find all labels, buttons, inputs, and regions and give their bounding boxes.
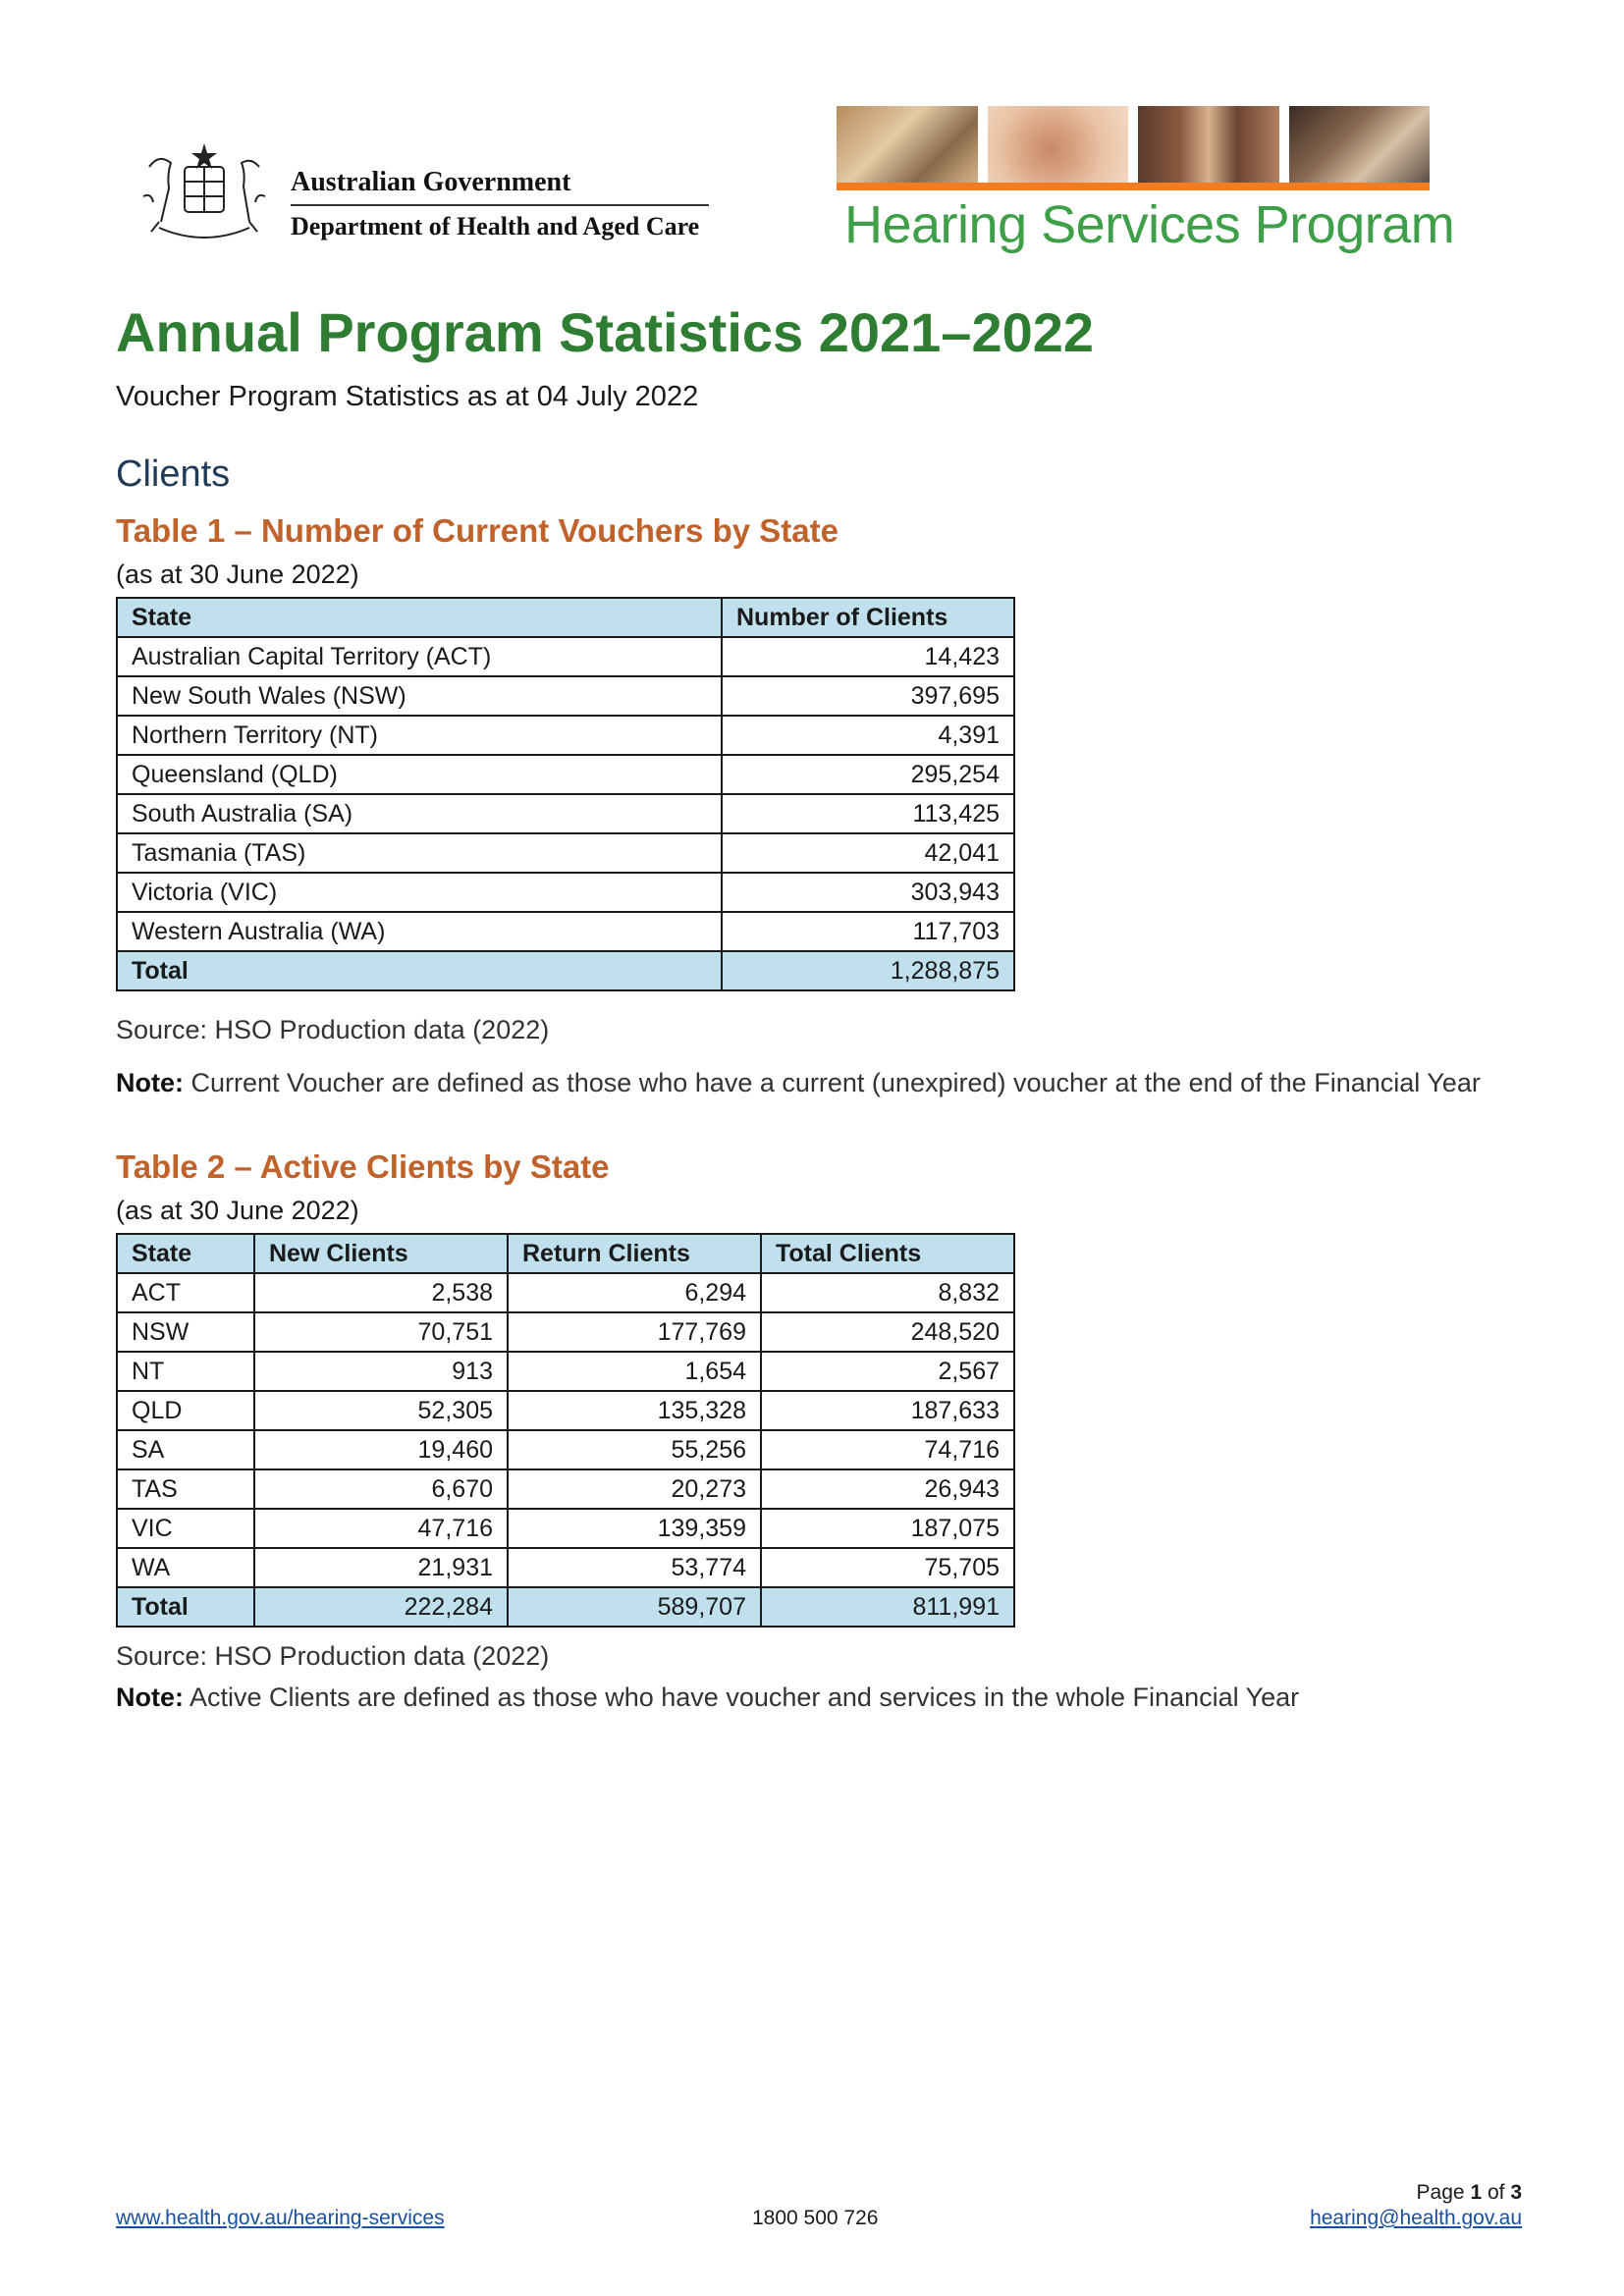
table-header-row bbox=[117, 598, 1014, 637]
banner-accent-bar bbox=[837, 183, 1430, 190]
clients-cell: 4,391 bbox=[722, 716, 1014, 755]
state-cell: Victoria (VIC) bbox=[117, 873, 722, 912]
state-cell: WA bbox=[117, 1548, 254, 1587]
state-cell: QLD bbox=[117, 1391, 254, 1430]
footer-phone: 1800 500 726 bbox=[752, 2207, 879, 2229]
note-label: Note: bbox=[116, 1068, 184, 1097]
table-row bbox=[117, 1509, 1014, 1548]
new-clients-cell: 21,931 bbox=[254, 1548, 508, 1587]
column-header-number-of-clients: Number of Clients bbox=[722, 598, 1014, 637]
banner-photo-strip bbox=[837, 106, 1430, 185]
table-row bbox=[117, 637, 1014, 676]
banner-photo-reading bbox=[1289, 106, 1431, 185]
table-row bbox=[117, 676, 1014, 716]
page-number bbox=[1417, 2181, 1522, 2205]
table1-as-at: (as at 30 June 2022) bbox=[116, 560, 359, 589]
table-row bbox=[117, 755, 1014, 794]
total-clients-cell: 187,633 bbox=[761, 1391, 1014, 1430]
table-row bbox=[117, 833, 1014, 873]
column-header-state: State bbox=[117, 598, 722, 637]
note-label: Note: bbox=[116, 1682, 184, 1712]
table-row bbox=[117, 1273, 1014, 1312]
state-cell: Queensland (QLD) bbox=[117, 755, 722, 794]
new-clients-cell: 6,670 bbox=[254, 1469, 508, 1509]
state-cell: VIC bbox=[117, 1509, 254, 1548]
table-total-row bbox=[117, 1587, 1014, 1627]
total-total-clients-cell: 811,991 bbox=[761, 1587, 1014, 1627]
page-prefix: Page bbox=[1416, 2181, 1471, 2204]
return-clients-cell: 6,294 bbox=[508, 1273, 761, 1312]
state-cell: Northern Territory (NT) bbox=[117, 716, 722, 755]
table1-source: Source: HSO Production data (2022) bbox=[116, 1015, 550, 1044]
state-cell: NSW bbox=[117, 1312, 254, 1352]
new-clients-cell: 19,460 bbox=[254, 1430, 508, 1469]
banner-photo-ear bbox=[988, 106, 1129, 185]
clients-cell: 42,041 bbox=[722, 833, 1014, 873]
return-clients-cell: 20,273 bbox=[508, 1469, 761, 1509]
total-label: Total bbox=[117, 951, 722, 990]
state-cell: South Australia (SA) bbox=[117, 794, 722, 833]
return-clients-cell: 135,328 bbox=[508, 1391, 761, 1430]
new-clients-cell: 70,751 bbox=[254, 1312, 508, 1352]
total-label: Total bbox=[117, 1587, 254, 1627]
header-divider bbox=[291, 204, 709, 206]
banner-photo-women bbox=[1138, 106, 1279, 185]
total-clients-cell: 187,075 bbox=[761, 1509, 1014, 1548]
banner-photo-family bbox=[837, 106, 978, 185]
state-cell: Western Australia (WA) bbox=[117, 912, 722, 951]
state-cell: SA bbox=[117, 1430, 254, 1469]
state-cell: TAS bbox=[117, 1469, 254, 1509]
total-clients-cell: 74,716 bbox=[761, 1430, 1014, 1469]
total-clients-cell: 1,288,875 bbox=[722, 951, 1014, 990]
table-row bbox=[117, 1548, 1014, 1587]
page-title: Annual Program Statistics 2021–2022 bbox=[116, 301, 1095, 363]
state-cell: ACT bbox=[117, 1273, 254, 1312]
total-return-clients-cell: 589,707 bbox=[508, 1587, 761, 1627]
note-text: Active Clients are defined as those who have voucher and services in the whole Financial Year bbox=[184, 1682, 1300, 1712]
total-new-clients-cell: 222,284 bbox=[254, 1587, 508, 1627]
table-row bbox=[117, 912, 1014, 951]
table-row bbox=[117, 873, 1014, 912]
total-clients-cell: 248,520 bbox=[761, 1312, 1014, 1352]
column-header-state: State bbox=[117, 1234, 254, 1273]
australian-government-crest-icon bbox=[130, 137, 279, 247]
gov-department: Department of Health and Aged Care bbox=[291, 212, 700, 240]
table-row bbox=[117, 1469, 1014, 1509]
total-clients-cell: 8,832 bbox=[761, 1273, 1014, 1312]
gov-name: Australian Government bbox=[291, 167, 571, 197]
clients-cell: 397,695 bbox=[722, 676, 1014, 716]
column-header-return-clients: Return Clients bbox=[508, 1234, 761, 1273]
page-subtitle: Voucher Program Statistics as at 04 July 2022 bbox=[116, 381, 699, 412]
column-header-new-clients: New Clients bbox=[254, 1234, 508, 1273]
page-current: 1 bbox=[1470, 2181, 1483, 2204]
section-heading-clients: Clients bbox=[116, 454, 231, 495]
table-header-row bbox=[117, 1234, 1014, 1273]
total-clients-cell: 26,943 bbox=[761, 1469, 1014, 1509]
new-clients-cell: 913 bbox=[254, 1352, 508, 1391]
page-total: 3 bbox=[1510, 2181, 1522, 2204]
table-row bbox=[117, 1352, 1014, 1391]
state-cell: Australian Capital Territory (ACT) bbox=[117, 637, 722, 676]
return-clients-cell: 1,654 bbox=[508, 1352, 761, 1391]
clients-cell: 113,425 bbox=[722, 794, 1014, 833]
table1-heading: Table 1 – Number of Current Vouchers by State bbox=[116, 512, 839, 549]
return-clients-cell: 139,359 bbox=[508, 1509, 761, 1548]
clients-cell: 117,703 bbox=[722, 912, 1014, 951]
return-clients-cell: 53,774 bbox=[508, 1548, 761, 1587]
state-cell: Tasmania (TAS) bbox=[117, 833, 722, 873]
table-row bbox=[117, 1312, 1014, 1352]
footer-website-link[interactable]: www.health.gov.au/hearing-services bbox=[116, 2207, 445, 2229]
table-row bbox=[117, 794, 1014, 833]
clients-cell: 303,943 bbox=[722, 873, 1014, 912]
total-clients-cell: 75,705 bbox=[761, 1548, 1014, 1587]
table-row bbox=[117, 1430, 1014, 1469]
table2-as-at: (as at 30 June 2022) bbox=[116, 1196, 359, 1225]
note-text: Current Voucher are defined as those who have a current (unexpired) voucher at the end of the Financial Year bbox=[184, 1068, 1481, 1097]
footer-email-link[interactable]: hearing@health.gov.au bbox=[1310, 2207, 1522, 2229]
active-clients-table bbox=[116, 1233, 1015, 1628]
table-row bbox=[117, 716, 1014, 755]
page-mid: of bbox=[1482, 2181, 1511, 2204]
return-clients-cell: 55,256 bbox=[508, 1430, 761, 1469]
state-cell: NT bbox=[117, 1352, 254, 1391]
new-clients-cell: 52,305 bbox=[254, 1391, 508, 1430]
column-header-total-clients: Total Clients bbox=[761, 1234, 1014, 1273]
table1-note bbox=[116, 1066, 1510, 1099]
table-total-row bbox=[117, 951, 1014, 990]
new-clients-cell: 47,716 bbox=[254, 1509, 508, 1548]
table2-heading: Table 2 – Active Clients by State bbox=[116, 1148, 610, 1185]
return-clients-cell: 177,769 bbox=[508, 1312, 761, 1352]
new-clients-cell: 2,538 bbox=[254, 1273, 508, 1312]
table2-source: Source: HSO Production data (2022) bbox=[116, 1641, 550, 1671]
clients-cell: 14,423 bbox=[722, 637, 1014, 676]
table2-note bbox=[116, 1681, 1510, 1714]
program-name: Hearing Services Program bbox=[844, 195, 1455, 254]
clients-cell: 295,254 bbox=[722, 755, 1014, 794]
table-row bbox=[117, 1391, 1014, 1430]
current-vouchers-table bbox=[116, 597, 1015, 991]
state-cell: New South Wales (NSW) bbox=[117, 676, 722, 716]
total-clients-cell: 2,567 bbox=[761, 1352, 1014, 1391]
